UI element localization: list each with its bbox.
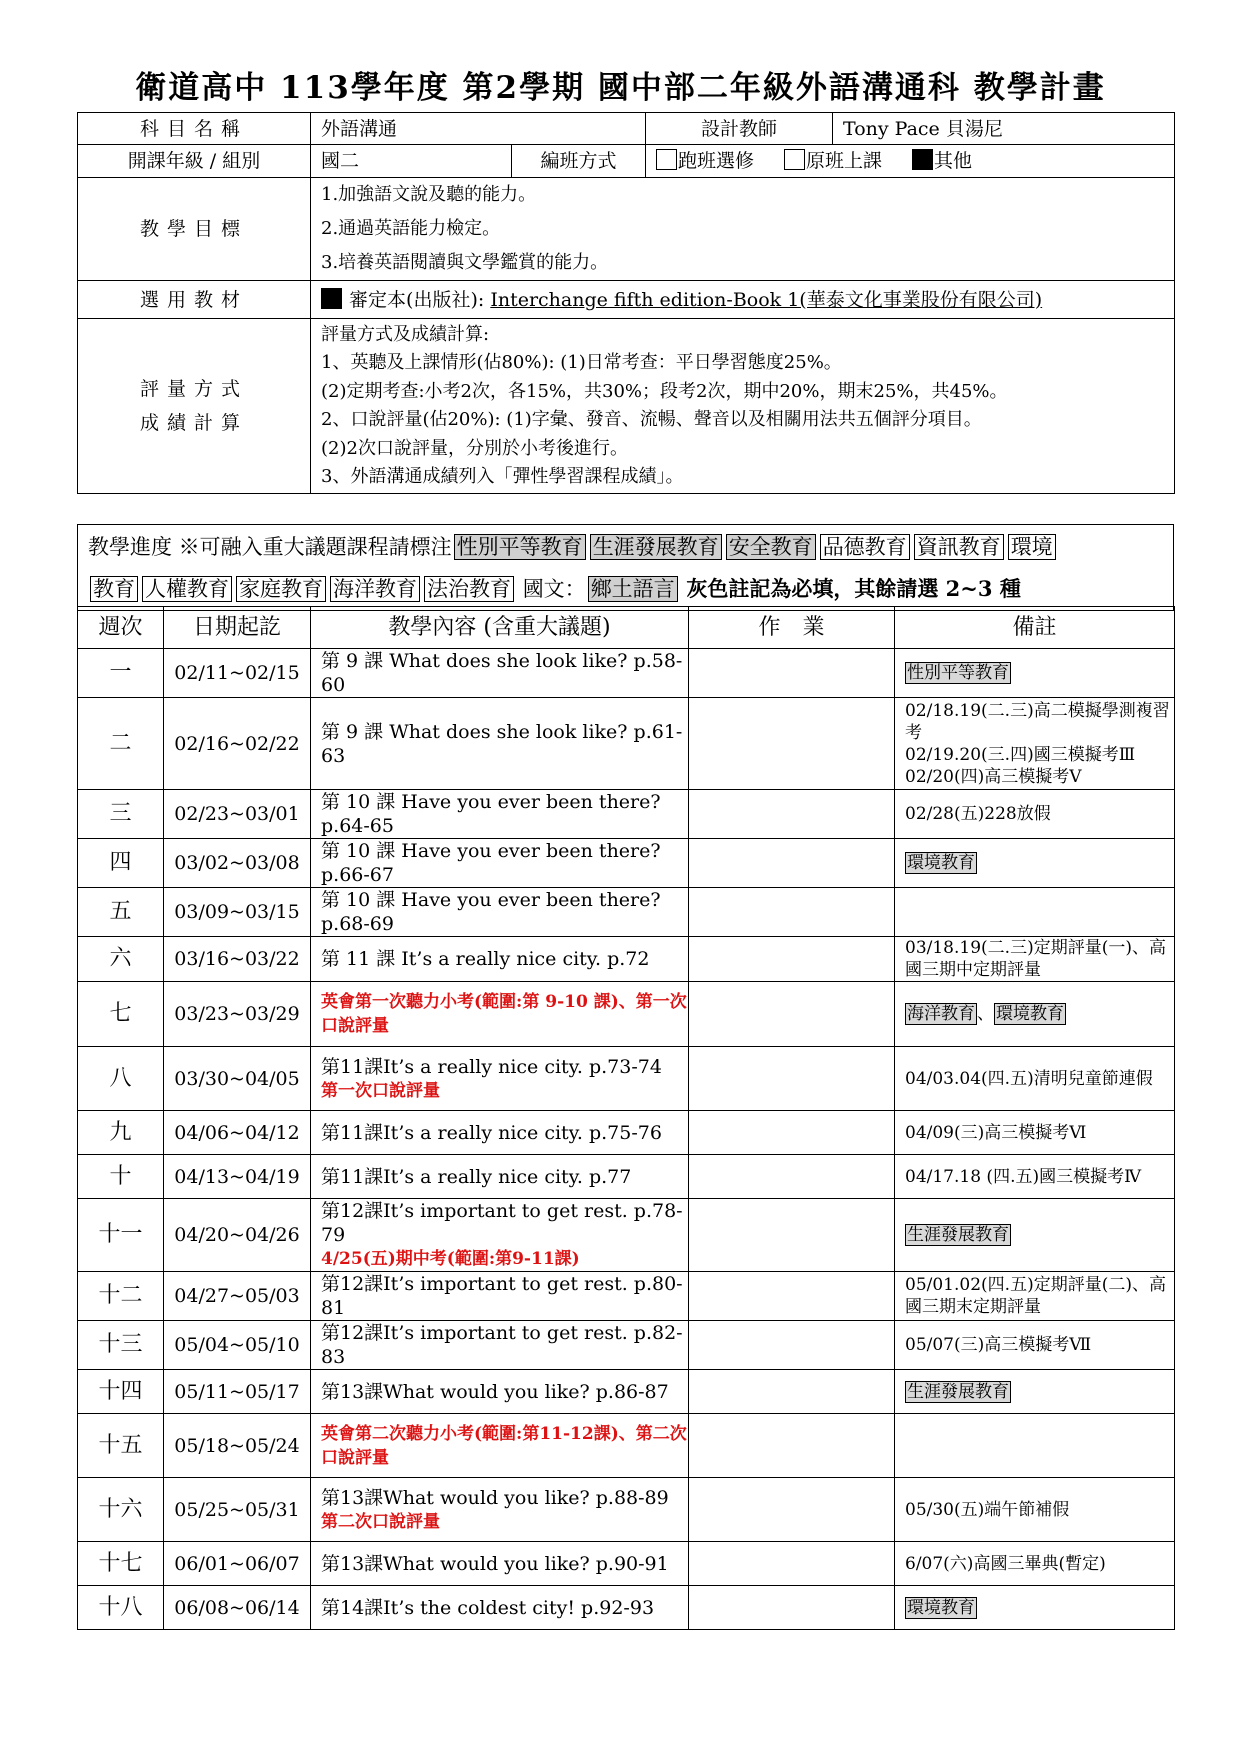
week-number: 一 (78, 649, 164, 698)
schedule-row (78, 790, 1175, 839)
col-week: 週次 (78, 607, 164, 649)
issue-tag-local-language: 鄉土語言 (588, 576, 678, 602)
issue-tag: 環境教育 (996, 1004, 1064, 1024)
date-range: 03/09~03/15 (164, 888, 311, 937)
mandarin-label: 國文： (522, 577, 586, 601)
lesson-content (311, 1047, 689, 1111)
date-range: 06/08~06/14 (164, 1586, 311, 1630)
issue-tags-line1 (452, 535, 1058, 559)
date-range: 04/06~04/12 (164, 1111, 311, 1155)
date-range: 03/23~03/29 (164, 982, 311, 1047)
date-range: 05/04~05/10 (164, 1321, 311, 1370)
lesson-line: 第14課It’s the coldest city! p.92-93 (321, 1596, 655, 1619)
remark-cell (895, 1414, 1175, 1478)
homework-cell (689, 1542, 895, 1586)
remark-tags (905, 662, 1174, 684)
schedule-row (78, 839, 1175, 888)
eval-details (311, 319, 1175, 494)
remark-cell (895, 888, 1175, 937)
schedule-row (78, 1272, 1175, 1321)
date-range: 04/13~04/19 (164, 1155, 311, 1199)
lesson-line: 第13課What would you like? p.88-89 (321, 1486, 669, 1509)
issue-tag: 生涯發展教育 (590, 534, 722, 560)
grade-value: 國二 (311, 145, 512, 178)
issue-tag: 生涯發展教育 (907, 1225, 1009, 1245)
lesson-content (311, 937, 689, 982)
class-option (656, 150, 754, 172)
date-range: 03/30~04/05 (164, 1047, 311, 1111)
week-number: 九 (78, 1111, 164, 1155)
remark-cell (895, 1478, 1175, 1542)
remark-line: 02/28(五)228放假 (905, 804, 1051, 824)
issue-tag: 教育 (90, 576, 138, 602)
remark-line: 02/19.20(三.四)國三模擬考Ⅲ (905, 744, 1136, 765)
week-number: 十五 (78, 1414, 164, 1478)
remark-cell (895, 839, 1175, 888)
goals-list (311, 178, 1175, 281)
schedule-row (78, 1542, 1175, 1586)
remark-cell (895, 1272, 1175, 1321)
col-homework: 作 業 (689, 607, 895, 649)
eval-line: 評量方式及成績計算: (321, 323, 490, 345)
lesson-line: 第11課It’s a really nice city. p.77 (321, 1165, 632, 1188)
week-number: 十 (78, 1155, 164, 1199)
remark-line: 03/18.19(二.三)定期評量(一)、高國三期中定期評量 (905, 938, 1166, 980)
eval-line: 2、口說評量(佔20%): (1)字彙、發音、流暢、聲音以及相關用法共五個評分項目。 (321, 409, 982, 430)
lesson-content (311, 1199, 689, 1272)
eval-line: 3、外語溝通成績列入「彈性學習課程成績」。 (321, 466, 684, 487)
week-number: 十三 (78, 1321, 164, 1370)
schedule-table (77, 606, 1175, 1630)
textbook-label: 選用教材 (78, 281, 311, 319)
schedule-row (78, 982, 1175, 1047)
issue-tag: 海洋教育 (330, 576, 420, 602)
issue-tag: 品德教育 (820, 534, 910, 560)
subject-value: 外語溝通 (311, 113, 646, 145)
eval-label-line2: 成績計算 (139, 412, 248, 434)
remark-cell (895, 1111, 1175, 1155)
lesson-content (311, 1586, 689, 1630)
homework-cell (689, 888, 895, 937)
homework-cell (689, 1478, 895, 1542)
issue-tag: 環境教育 (907, 1597, 975, 1618)
goal-item: 2.通過英語能力檢定。 (321, 218, 501, 239)
lesson-line: 第11課It’s a really nice city. p.75-76 (321, 1121, 662, 1144)
lesson-content (311, 982, 689, 1047)
lesson-content (311, 1370, 689, 1414)
remark-cell (895, 1321, 1175, 1370)
textbook-prefix: 審定本(出版社): (349, 288, 491, 311)
col-date: 日期起訖 (164, 607, 311, 649)
progress-required-note: 灰色註記為必填，其餘請選 2~3 種 (686, 576, 1021, 601)
class-option-label: 其他 (934, 150, 973, 172)
week-number: 七 (78, 982, 164, 1047)
homework-cell (689, 1370, 895, 1414)
week-number: 八 (78, 1047, 164, 1111)
lesson-line: 第 10 課 Have you ever been there? p.64-65 (321, 791, 661, 837)
issue-tag: 家庭教育 (236, 576, 326, 602)
week-number: 十七 (78, 1542, 164, 1586)
subject-label: 科目名稱 (78, 113, 311, 145)
course-info-table (77, 112, 1175, 494)
week-number: 十一 (78, 1199, 164, 1272)
assessment-note: 英會第一次聽力小考(範圍:第 9-10 課)、第一次口說評量 (321, 992, 687, 1036)
schedule-row (78, 1111, 1175, 1155)
date-range: 02/23~03/01 (164, 790, 311, 839)
class-option (912, 150, 972, 172)
date-range: 04/20~04/26 (164, 1199, 311, 1272)
remark-line: 04/17.18 (四.五)國三模擬考Ⅳ (905, 1166, 1142, 1187)
homework-cell (689, 839, 895, 888)
homework-cell (689, 1155, 895, 1199)
homework-cell (689, 982, 895, 1047)
lesson-content (311, 1478, 689, 1542)
date-range: 03/16~03/22 (164, 937, 311, 982)
remark-cell (895, 1199, 1175, 1272)
homework-cell (689, 698, 895, 790)
lesson-line: 第 11 課 It’s a really nice city. p.72 (321, 948, 650, 970)
remark-line: 04/09(三)高三模擬考Ⅵ (905, 1122, 1087, 1143)
issue-tags-line2 (88, 577, 516, 601)
week-number: 十四 (78, 1370, 164, 1414)
lesson-content (311, 1111, 689, 1155)
week-number: 十六 (78, 1478, 164, 1542)
lesson-content (311, 649, 689, 698)
issue-tag: 環境 (1008, 534, 1056, 560)
issue-tag: 環境教育 (907, 853, 975, 873)
remark-line: 05/01.02(四.五)定期評量(二)、高國三期末定期評量 (905, 1275, 1166, 1317)
homework-cell (689, 1321, 895, 1370)
schedule-row (78, 1199, 1175, 1272)
remark-cell (895, 937, 1175, 982)
remark-cell (895, 649, 1175, 698)
lesson-content (311, 698, 689, 790)
lesson-line: 第 9 課 What does she look like? p.61-63 (321, 720, 683, 767)
grade-label: 開課年級 / 組別 (78, 145, 311, 178)
issue-tag: 生涯發展教育 (907, 1381, 1009, 1402)
remark-tags (905, 1381, 1174, 1403)
class-method-label: 編班方式 (512, 145, 646, 178)
date-range: 06/01~06/07 (164, 1542, 311, 1586)
remark-cell (895, 698, 1175, 790)
page-title: 衛道高中 113學年度 第2學期 國中部二年級外語溝通科 教學計畫 (135, 70, 1106, 106)
lesson-content (311, 1155, 689, 1199)
remark-line: 02/18.19(二.三)高二模擬學測複習考 (905, 700, 1170, 743)
homework-cell (689, 1272, 895, 1321)
textbook-checked-box (321, 288, 342, 309)
assessment-note: 第二次口說評量 (321, 1511, 440, 1532)
lesson-content (311, 1542, 689, 1586)
week-number: 十八 (78, 1586, 164, 1630)
remark-tags (905, 1003, 1174, 1025)
schedule-row (78, 1414, 1175, 1478)
lesson-line: 第12課It’s important to get rest. p.78-79 (321, 1200, 683, 1246)
homework-cell (689, 1111, 895, 1155)
remark-cell (895, 1586, 1175, 1630)
lesson-content (311, 790, 689, 839)
date-range: 04/27~05/03 (164, 1272, 311, 1321)
remark-cell (895, 1155, 1175, 1199)
schedule-row (78, 1478, 1175, 1542)
goal-item: 3.培養英語閱讀與文學鑑賞的能力。 (321, 252, 609, 273)
issue-tag: 安全教育 (726, 534, 816, 560)
issue-tag: 人權教育 (142, 576, 232, 602)
remark-line: 6/07(六)高國三畢典(暫定) (905, 1553, 1106, 1574)
schedule-row (78, 888, 1175, 937)
date-range: 03/02~03/08 (164, 839, 311, 888)
lesson-line: 第11課It’s a really nice city. p.73-74 (321, 1055, 662, 1078)
class-method-options (646, 145, 1175, 178)
date-range: 02/16~02/22 (164, 698, 311, 790)
eval-line: (2)定期考查:小考2次，各15%，共30%；段考2次，期中20%，期末25%，共45%。 (321, 380, 1008, 402)
class-option-label: 跑班選修 (678, 150, 755, 172)
progress-table (77, 524, 1174, 611)
teacher-label: 設計教師 (646, 113, 833, 145)
remark-cell (895, 982, 1175, 1047)
remark-tags (905, 1224, 1174, 1246)
schedule-row (78, 1586, 1175, 1630)
eval-line: 1、英聽及上課情形(佔80%): (1)日常考查：平日學習態度25%。 (321, 352, 842, 373)
eval-label (78, 319, 311, 494)
goals-label: 教學目標 (78, 178, 311, 281)
progress-intro: 教學進度 ※可融入重大議題課程請標注 (88, 535, 452, 559)
assessment-note: 第一次口說評量 (321, 1080, 440, 1101)
textbook-value: Interchange fifth edition-Book 1(華泰文化事業股份有限公司) (490, 288, 1043, 311)
schedule-row (78, 1370, 1175, 1414)
remark-line: 04/03.04(四.五)清明兒童節連假 (905, 1068, 1153, 1089)
checked-box-icon (912, 149, 933, 170)
schedule-row (78, 698, 1175, 790)
issue-tag: 海洋教育 (907, 1004, 975, 1024)
issue-tag: 資訊教育 (914, 534, 1004, 560)
remark-line: 05/07(三)高三模擬考Ⅶ (905, 1335, 1092, 1355)
schedule-row (78, 937, 1175, 982)
lesson-line: 第 10 課 Have you ever been there? p.68-69 (321, 889, 661, 935)
remark-tags (905, 1597, 1174, 1619)
lesson-content (311, 888, 689, 937)
date-range: 05/11~05/17 (164, 1370, 311, 1414)
schedule-row (78, 1047, 1175, 1111)
class-option (784, 150, 882, 172)
lesson-line: 第13課What would you like? p.86-87 (321, 1380, 669, 1403)
empty-checkbox-icon (656, 149, 677, 170)
date-range: 02/11~02/15 (164, 649, 311, 698)
week-number: 五 (78, 888, 164, 937)
week-number: 六 (78, 937, 164, 982)
lesson-line: 第12課It’s important to get rest. p.82-83 (321, 1322, 683, 1368)
remark-line: 02/20(四)高三模擬考Ⅴ (905, 766, 1082, 787)
remark-cell (895, 1542, 1175, 1586)
week-number: 三 (78, 790, 164, 839)
remark-line: 05/30(五)端午節補假 (905, 1499, 1070, 1520)
schedule-row (78, 649, 1175, 698)
lesson-content (311, 1321, 689, 1370)
goal-item: 1.加強語文說及聽的能力。 (321, 184, 537, 205)
col-content: 教學內容 (含重大議題) (311, 607, 689, 649)
assessment-note: 4/25(五)期中考(範圍:第9-11課) (321, 1249, 580, 1269)
date-range: 05/25~05/31 (164, 1478, 311, 1542)
remark-cell (895, 1047, 1175, 1111)
lesson-line: 第 10 課 Have you ever been there? p.66-67 (321, 840, 661, 886)
homework-cell (689, 1586, 895, 1630)
homework-cell (689, 790, 895, 839)
col-remark: 備註 (895, 607, 1175, 649)
lesson-line: 第 9 課 What does she look like? p.58-60 (321, 650, 683, 696)
progress-note-cell (78, 525, 1174, 611)
eval-line: (2)2次口說評量，分別於小考後進行。 (321, 437, 628, 459)
date-range: 05/18~05/24 (164, 1414, 311, 1478)
textbook-cell (311, 281, 1175, 319)
issue-tag: 法治教育 (424, 576, 514, 602)
teacher-value: Tony Pace 貝湯尼 (833, 113, 1175, 145)
empty-checkbox-icon (784, 149, 805, 170)
class-option-label: 原班上課 (806, 150, 883, 172)
homework-cell (689, 1199, 895, 1272)
remark-cell (895, 790, 1175, 839)
eval-label-line1: 評量方式 (139, 378, 248, 400)
lesson-line: 第12課It’s important to get rest. p.80-81 (321, 1273, 683, 1319)
homework-cell (689, 937, 895, 982)
tag-separator: 、 (977, 1004, 994, 1024)
week-number: 四 (78, 839, 164, 888)
week-number: 十二 (78, 1272, 164, 1321)
issue-tag: 性別平等教育 (907, 663, 1009, 683)
homework-cell (689, 1414, 895, 1478)
lesson-content (311, 1272, 689, 1321)
schedule-row (78, 1155, 1175, 1199)
schedule-row (78, 1321, 1175, 1370)
issue-tag: 性別平等教育 (454, 534, 586, 560)
lesson-line: 第13課What would you like? p.90-91 (321, 1552, 669, 1575)
week-number: 二 (78, 698, 164, 790)
remark-tags (905, 852, 1174, 874)
lesson-content (311, 839, 689, 888)
remark-cell (895, 1370, 1175, 1414)
homework-cell (689, 649, 895, 698)
assessment-note: 英會第二次聽力小考(範圍:第11-12課)、第二次口說評量 (321, 1423, 687, 1468)
homework-cell (689, 1047, 895, 1111)
lesson-content (311, 1414, 689, 1478)
